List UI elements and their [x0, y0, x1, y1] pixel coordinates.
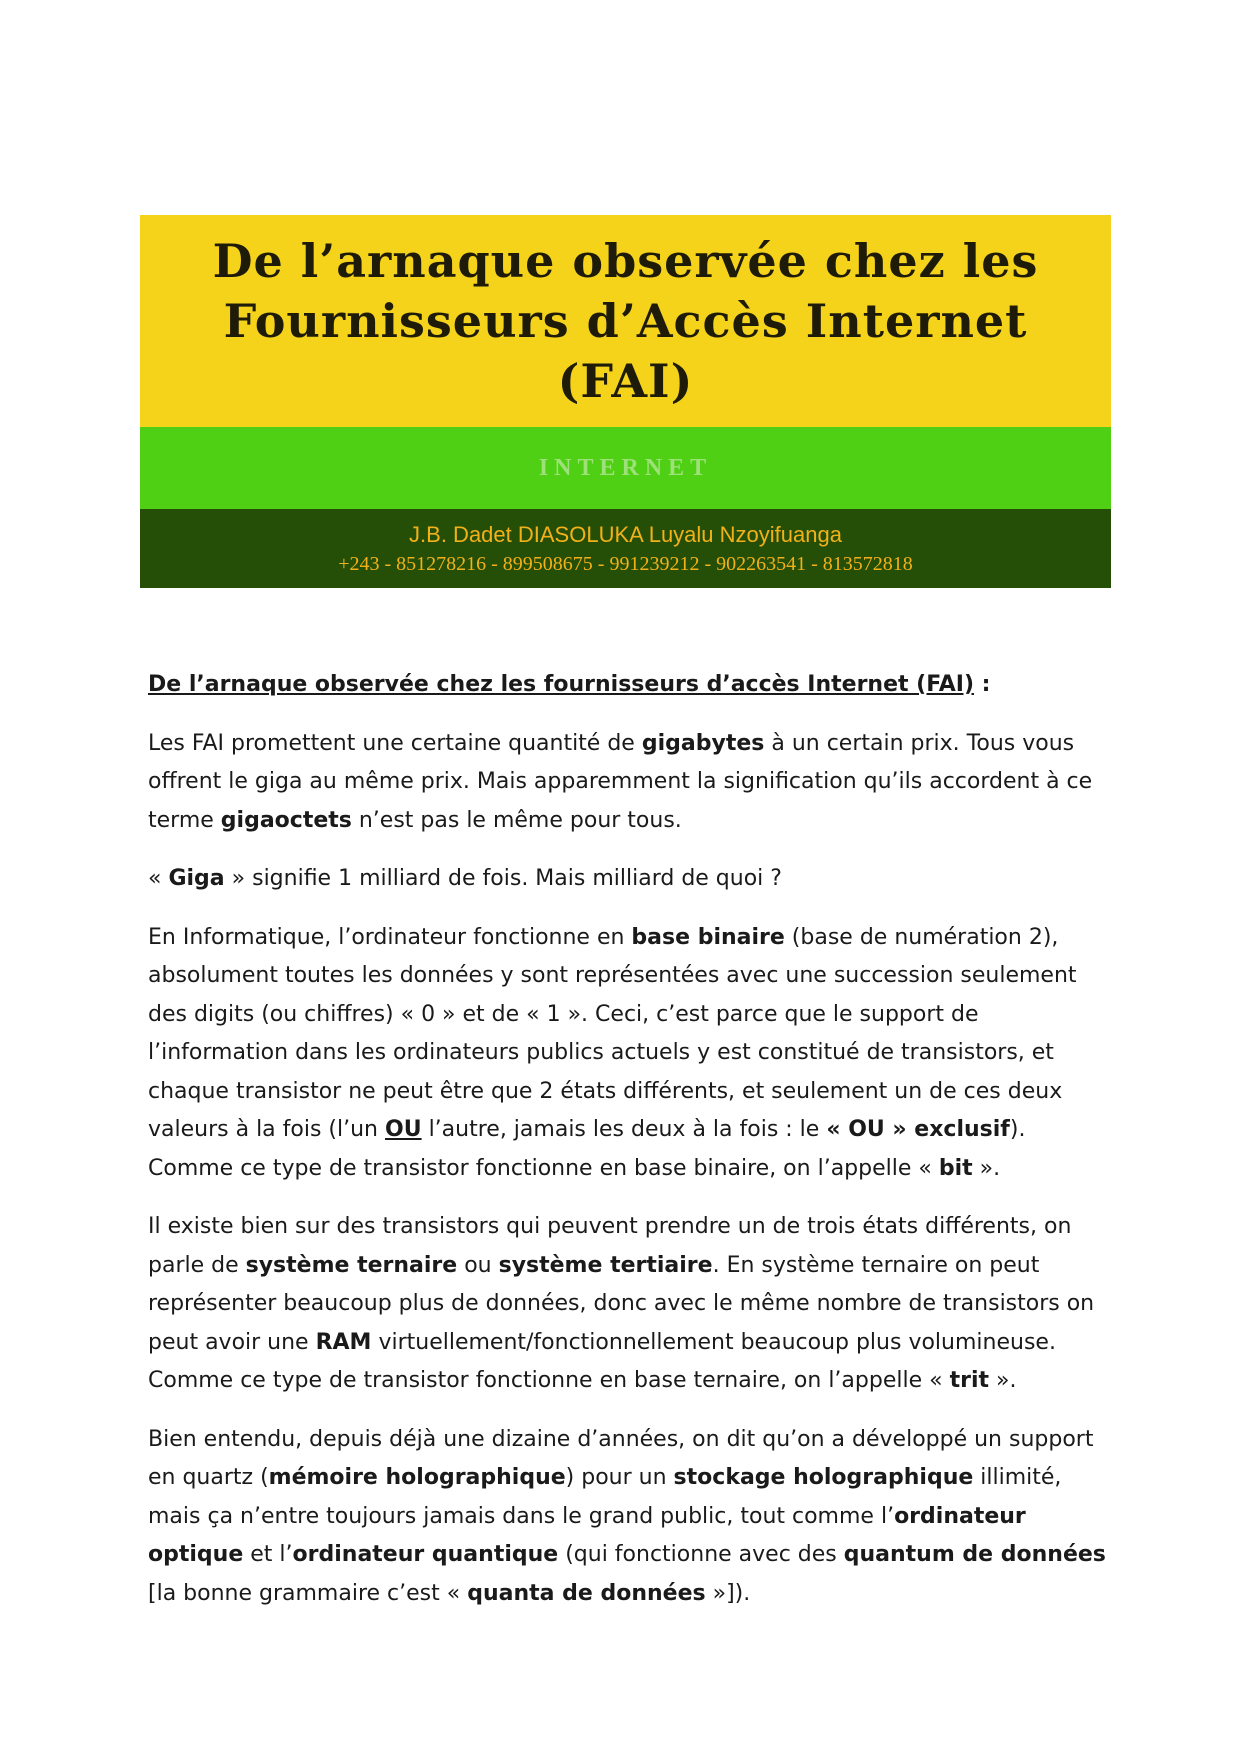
cover-author-block: [140, 509, 1111, 588]
author-name: J.B. Dadet DIASOLUKA Luyalu Nzoyifuanga: [409, 521, 842, 547]
p4-bold-3: RAM: [315, 1329, 372, 1355]
p4-text-2: ou: [457, 1252, 499, 1278]
p3-bold-3: « OU » exclusif: [826, 1117, 1010, 1142]
article-heading: [148, 666, 1108, 705]
p5-text-1: Bien entendu, depuis déjà une dizaine d’années, on dit qu’on a développé un support en quartz (: [148, 1426, 1094, 1490]
p3-text-3: l’autre, jamais les deux à la fois : le: [421, 1117, 827, 1142]
p3-text-2: (base de numération 2), absolument toutes les données y sont représentées avec une succession seulement des digits (ou chiffres) « 0 » et de « 1 ». Ceci, c’est parce que le support de l’information dans les ordinateurs publics actuels y est constitué de transistors, et chaque transistor ne peut être que 2 états différents, et seulement un de ces deux valeurs à la fois (l’un: [148, 924, 1077, 1142]
p5-text-2: ) pour un: [565, 1465, 674, 1490]
article-body: [148, 666, 1108, 1633]
p4-text-1: Il existe bien sur des transistors qui peuvent prendre un de trois états différents, on parle de: [148, 1214, 1072, 1278]
paragraph-3: [148, 919, 1108, 1189]
p4-text-4: virtuellement/fonctionnellement beaucoup plus volumineuse. Comme ce type de transistor fonctionne en base ternaire, on l’appelle «: [148, 1329, 1056, 1393]
p1-text-1: Les FAI promettent une certaine quantité de: [148, 730, 642, 756]
p2-bold-1: Giga: [168, 866, 225, 891]
paragraph-5: [148, 1421, 1108, 1614]
article-heading-text: De l’arnaque observée chez les fournisseurs d’accès Internet (FAI): [148, 672, 975, 697]
p2-text-1: «: [148, 866, 169, 891]
p5-text-5: (qui fonctionne avec des: [558, 1542, 844, 1567]
p5-text-7: »]).: [705, 1580, 751, 1606]
p5-text-4: et l’: [243, 1542, 293, 1567]
p5-text-6: [la bonne grammaire c’est «: [148, 1580, 468, 1606]
p3-bold-1: base binaire: [631, 924, 785, 950]
p2-text-2: » signifie 1 milliard de fois. Mais milliard de quoi ?: [224, 866, 782, 891]
p3-text-4: ). Comme ce type de transistor fonctionne en base binaire, on l’appelle «: [148, 1117, 1026, 1181]
p5-bold-4: ordinateur quantique: [292, 1542, 559, 1567]
p5-bold-3: ordinateur optique: [148, 1503, 1026, 1567]
p5-bold-1: mémoire holographique: [268, 1465, 566, 1490]
author-phones: +243 - 851278216 - 899508675 - 991239212 - 902263541 - 813572818: [338, 552, 913, 575]
p5-bold-2: stockage holographique: [673, 1465, 974, 1490]
cover-banner: [140, 215, 1111, 588]
p3-text-1: En Informatique, l’ordinateur fonctionne en: [148, 924, 632, 950]
cover-subtitle: INTERNET: [538, 454, 713, 481]
cover-title: De l’arnaque observée chez les Fournisseurs d’Accès Internet (FAI): [212, 234, 1039, 408]
p4-bold-2: système tertiaire: [498, 1252, 713, 1278]
p3-bold-4: bit: [938, 1155, 973, 1181]
p1-bold-2: gigaoctets: [220, 807, 352, 833]
p4-text-5: ».: [989, 1368, 1017, 1393]
article-heading-suffix: :: [974, 672, 991, 697]
paragraph-4: [148, 1208, 1108, 1401]
p5-text-3: illimité, mais ça n’entre toujours jamais dans le grand public, tout comme l’: [148, 1465, 1062, 1529]
cover-title-block: [140, 215, 1111, 427]
p1-text-3: n’est pas le même pour tous.: [351, 807, 682, 833]
p3-bold-2: OU: [385, 1117, 422, 1142]
cover-subtitle-block: [140, 427, 1111, 509]
p5-bold-5: quantum de données: [843, 1542, 1106, 1567]
p4-text-3: . En système ternaire on peut représenter beaucoup plus de données, donc avec le même nombre de transistors on peut avoir une: [148, 1252, 1095, 1355]
p4-bold-4: trit: [949, 1368, 990, 1393]
p5-bold-6: quanta de données: [467, 1580, 706, 1606]
p4-bold-1: système ternaire: [245, 1252, 458, 1278]
p3-text-5: ».: [972, 1155, 1001, 1181]
paragraph-1: [148, 725, 1108, 841]
p1-text-2: à un certain prix. Tous vous offrent le giga au même prix. Mais apparemment la signification qu’ils accordent à ce terme: [148, 730, 1093, 833]
p1-bold-1: gigabytes: [641, 730, 765, 756]
paragraph-2: [148, 860, 1108, 899]
